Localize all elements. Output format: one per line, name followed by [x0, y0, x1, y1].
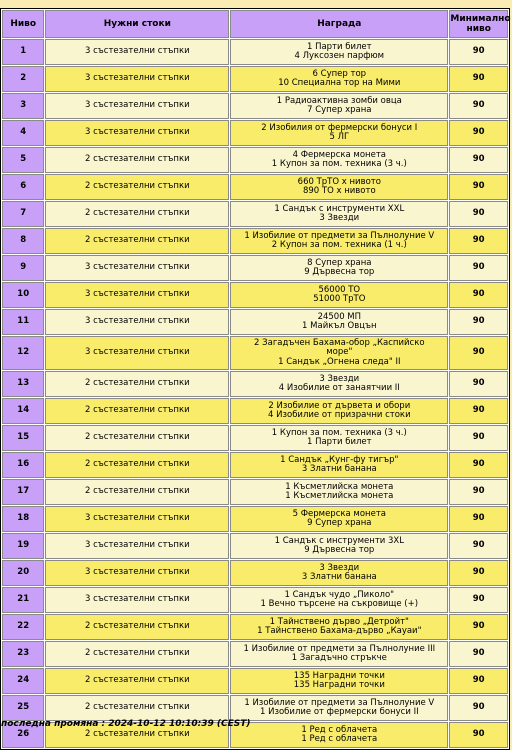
- reward-cell: [230, 120, 448, 146]
- min-level-cell: 90: [449, 371, 508, 397]
- reward-cell: [230, 506, 448, 532]
- level-cell: 6: [2, 174, 44, 200]
- goods-cell: 2 състезателни стъпки: [45, 668, 229, 694]
- goods-cell: 2 състезателни стъпки: [45, 174, 229, 200]
- column-header-reward: Награда: [230, 10, 448, 38]
- level-cell: 23: [2, 641, 44, 667]
- min-level-cell: 90: [449, 120, 508, 146]
- level-cell: 14: [2, 398, 44, 424]
- reward-line: 1 Загадъчно стръкче: [291, 653, 387, 663]
- level-cell: 3: [2, 93, 44, 119]
- reward-line: 2 Загадъчен Бахама-обор „Каспийско: [254, 337, 425, 348]
- reward-line: 4 Изобилие от занаятчии II: [278, 383, 400, 393]
- table-row: [2, 506, 508, 532]
- level-cell: 18: [2, 506, 44, 532]
- goods-cell: 2 състезателни стъпки: [45, 641, 229, 667]
- reward-line: 8 Супер храна: [307, 257, 372, 268]
- last-modified-footer: последна промяна : 2024-10-12 10:10:39 (CEST): [1, 719, 251, 729]
- reward-line: 2 Изобилие от дървета и обори: [268, 400, 411, 411]
- reward-line: 1 Вечно търсене на съкровище (+): [260, 599, 419, 609]
- table-row: [2, 174, 508, 200]
- table-body: [2, 39, 508, 748]
- reward-cell: [230, 309, 448, 335]
- min-level-cell: 90: [449, 695, 508, 721]
- reward-line: 2 Изобилия от фермерски бонуси I: [261, 122, 418, 133]
- level-cell: 17: [2, 479, 44, 505]
- level-cell: 9: [2, 255, 44, 281]
- reward-cell: [230, 641, 448, 667]
- goods-cell: 2 състезателни стъпки: [45, 228, 229, 254]
- reward-line: 24500 МП: [317, 311, 362, 322]
- goods-cell: 2 състезателни стъпки: [45, 398, 229, 424]
- reward-line: 1 Изобилие от предмети за Пълнолуние V: [244, 230, 435, 241]
- table-row: [2, 695, 508, 721]
- reward-line: 135 Наградни точки: [293, 670, 385, 681]
- goods-cell: 3 състезателни стъпки: [45, 336, 229, 370]
- table-row: [2, 39, 508, 65]
- table-header-row: [2, 10, 508, 38]
- level-cell: 12: [2, 336, 44, 370]
- level-cell: 2: [2, 66, 44, 92]
- reward-line: 4 Фермерска монета: [292, 149, 386, 160]
- goods-cell: 3 състезателни стъпки: [45, 120, 229, 146]
- min-level-cell: 90: [449, 722, 508, 748]
- reward-line: 5 Фермерска монета: [292, 508, 386, 519]
- table-row: [2, 560, 508, 586]
- reward-line: 10 Специална тор на Мими: [278, 78, 401, 88]
- min-level-header-line2: ниво: [466, 24, 491, 34]
- reward-line: 3 Звезди: [319, 562, 360, 573]
- goods-cell: 3 състезателни стъпки: [45, 506, 229, 532]
- goods-cell: 2 състезателни стъпки: [45, 722, 229, 748]
- min-level-cell: 90: [449, 309, 508, 335]
- goods-cell: 3 състезателни стъпки: [45, 93, 229, 119]
- reward-cell: [230, 533, 448, 559]
- column-header-goods: Нужни стоки: [45, 10, 229, 38]
- table-row: [2, 371, 508, 397]
- goods-cell: 2 състезателни стъпки: [45, 695, 229, 721]
- level-cell: 4: [2, 120, 44, 146]
- reward-line: море": [326, 347, 353, 358]
- min-level-cell: 90: [449, 255, 508, 281]
- table-row: [2, 147, 508, 173]
- reward-cell: [230, 479, 448, 505]
- table-row: [2, 452, 508, 478]
- reward-cell: [230, 228, 448, 254]
- reward-line: 1 Парти билет: [306, 437, 372, 447]
- level-cell: 26: [2, 722, 44, 748]
- reward-line: 1 Парти билет: [306, 41, 372, 52]
- table-row: [2, 479, 508, 505]
- reward-line: 9 Супер храна: [307, 518, 372, 528]
- reward-cell: [230, 93, 448, 119]
- min-level-cell: 90: [449, 39, 508, 65]
- reward-line: 2 Купон за пом. техника (1 ч.): [271, 240, 407, 250]
- reward-cell: [230, 695, 448, 721]
- reward-line: 3 Звезди: [319, 213, 360, 223]
- min-level-cell: 90: [449, 668, 508, 694]
- goods-cell: 2 състезателни стъпки: [45, 371, 229, 397]
- level-cell: 15: [2, 425, 44, 451]
- reward-line: 7 Супер храна: [307, 105, 372, 115]
- min-level-cell: 90: [449, 560, 508, 586]
- reward-line: 1 Късметлийска монета: [285, 491, 394, 501]
- level-cell: 16: [2, 452, 44, 478]
- goods-cell: 3 състезателни стъпки: [45, 533, 229, 559]
- column-header-min-level: [449, 10, 511, 38]
- reward-cell: [230, 201, 448, 227]
- min-level-cell: 90: [449, 506, 508, 532]
- reward-line: 9 Дървесна тор: [304, 267, 375, 277]
- reward-line: 1 Купон за пом. техника (3 ч.): [271, 159, 407, 169]
- level-cell: 11: [2, 309, 44, 335]
- reward-line: 1 Сандък с инструменти XXL: [274, 203, 405, 214]
- table-row: [2, 93, 508, 119]
- min-level-cell: 90: [449, 479, 508, 505]
- reward-line: 890 ТО х нивото: [302, 186, 376, 196]
- level-cell: 21: [2, 587, 44, 613]
- reward-cell: [230, 668, 448, 694]
- table-row: [2, 336, 508, 370]
- reward-line: 51000 ТрТО: [313, 294, 366, 304]
- min-level-cell: 90: [449, 533, 508, 559]
- min-level-cell: 90: [449, 452, 508, 478]
- table-row: [2, 282, 508, 308]
- table-row: [2, 120, 508, 146]
- goods-cell: 3 състезателни стъпки: [45, 560, 229, 586]
- goods-cell: 3 състезателни стъпки: [45, 255, 229, 281]
- reward-line: 660 ТрТО х нивото: [297, 176, 381, 187]
- reward-cell: [230, 147, 448, 173]
- min-level-cell: 90: [449, 174, 508, 200]
- reward-line: 1 Сандък с инструменти 3XL: [274, 535, 404, 546]
- goods-cell: 3 състезателни стъпки: [45, 66, 229, 92]
- reward-line: 1 Тайнствено Бахама-дърво „Кауаи": [257, 626, 422, 636]
- reward-line: 3 Звезди: [319, 373, 360, 384]
- reward-line: 3 Златни банана: [301, 572, 377, 582]
- reward-line: 1 Сандък чудо „Пиколо": [284, 589, 395, 600]
- reward-line: 6 Супер тор: [312, 68, 367, 79]
- reward-cell: [230, 174, 448, 200]
- reward-line: 1 Сандък „Кунг-фу тигър": [280, 454, 399, 465]
- min-level-cell: 90: [449, 641, 508, 667]
- reward-cell: [230, 39, 448, 65]
- table-row: [2, 641, 508, 667]
- goods-cell: 2 състезателни стъпки: [45, 479, 229, 505]
- reward-cell: [230, 614, 448, 640]
- reward-line: 1 Купон за пом. техника (3 ч.): [271, 427, 407, 438]
- goods-cell: 3 състезателни стъпки: [45, 282, 229, 308]
- reward-line: 9 Дървесна тор: [304, 545, 375, 555]
- reward-line: 1 Радиоактивна зомби овца: [276, 95, 402, 106]
- goods-cell: 2 състезателни стъпки: [45, 147, 229, 173]
- table-row: [2, 398, 508, 424]
- min-level-cell: 90: [449, 398, 508, 424]
- min-level-header-line1: Минимално: [450, 14, 511, 24]
- reward-cell: [230, 371, 448, 397]
- reward-line: 1 Изобилие от фермерски бонуси II: [259, 707, 419, 717]
- reward-cell: [230, 398, 448, 424]
- reward-line: 1 Майкъл Овцън: [302, 321, 377, 331]
- table-row: [2, 614, 508, 640]
- min-level-cell: 90: [449, 66, 508, 92]
- min-level-cell: 90: [449, 201, 508, 227]
- column-header-level: Ниво: [2, 10, 44, 38]
- reward-cell: [230, 282, 448, 308]
- min-level-cell: 90: [449, 336, 508, 370]
- table-row: [2, 66, 508, 92]
- goods-cell: 2 състезателни стъпки: [45, 452, 229, 478]
- level-cell: 24: [2, 668, 44, 694]
- min-level-cell: 90: [449, 282, 508, 308]
- reward-cell: [230, 336, 448, 370]
- table-row: [2, 533, 508, 559]
- table-row: [2, 201, 508, 227]
- level-cell: 8: [2, 228, 44, 254]
- reward-line: 1 Ред с облачета: [301, 734, 378, 744]
- level-cell: 10: [2, 282, 44, 308]
- table-row: [2, 587, 508, 613]
- table-row: [2, 425, 508, 451]
- level-cell: 7: [2, 201, 44, 227]
- goods-cell: 2 състезателни стъпки: [45, 614, 229, 640]
- min-level-cell: 90: [449, 93, 508, 119]
- reward-cell: [230, 587, 448, 613]
- reward-line: 4 Луксозен парфюм: [294, 51, 385, 61]
- reward-line: 3 Златни банана: [301, 464, 377, 474]
- reward-line: 1 Късметлийска монета: [285, 481, 394, 492]
- table-row: [2, 668, 508, 694]
- reward-cell: [230, 560, 448, 586]
- reward-line: 5 ЛГ: [329, 132, 350, 142]
- goods-cell: 2 състезателни стъпки: [45, 201, 229, 227]
- reward-line: 1 Изобилие от предмети за Пълнолуние III: [243, 643, 436, 654]
- reward-line: 4 Изобилие от призрачни стоки: [268, 410, 411, 420]
- level-cell: 22: [2, 614, 44, 640]
- reward-cell: [230, 255, 448, 281]
- min-level-cell: 90: [449, 425, 508, 451]
- level-cell: 20: [2, 560, 44, 586]
- reward-line: 1 Тайнствено дърво „Детройт": [269, 616, 409, 627]
- goods-cell: 2 състезателни стъпки: [45, 425, 229, 451]
- reward-cell: [230, 66, 448, 92]
- table-row: [2, 228, 508, 254]
- level-cell: 25: [2, 695, 44, 721]
- table-row: [2, 255, 508, 281]
- reward-cell: [230, 425, 448, 451]
- level-cell: 5: [2, 147, 44, 173]
- goods-cell: 3 състезателни стъпки: [45, 39, 229, 65]
- min-level-cell: 90: [449, 147, 508, 173]
- goods-cell: 3 състезателни стъпки: [45, 587, 229, 613]
- level-cell: 1: [2, 39, 44, 65]
- min-level-cell: 90: [449, 587, 508, 613]
- min-level-cell: 90: [449, 614, 508, 640]
- level-cell: 13: [2, 371, 44, 397]
- reward-cell: [230, 722, 448, 748]
- reward-line: 56000 ТО: [318, 284, 361, 295]
- reward-line: 135 Наградни точки: [293, 680, 385, 690]
- reward-line: 1 Сандък „Огнена следа" II: [278, 356, 401, 367]
- levels-table: [0, 8, 510, 750]
- reward-line: 1 Изобилие от предмети за Пълнолуние V: [244, 697, 435, 708]
- reward-cell: [230, 452, 448, 478]
- goods-cell: 3 състезателни стъпки: [45, 309, 229, 335]
- level-cell: 19: [2, 533, 44, 559]
- table-row: [2, 309, 508, 335]
- min-level-cell: 90: [449, 228, 508, 254]
- reward-line: 1 Ред с облачета: [301, 724, 378, 735]
